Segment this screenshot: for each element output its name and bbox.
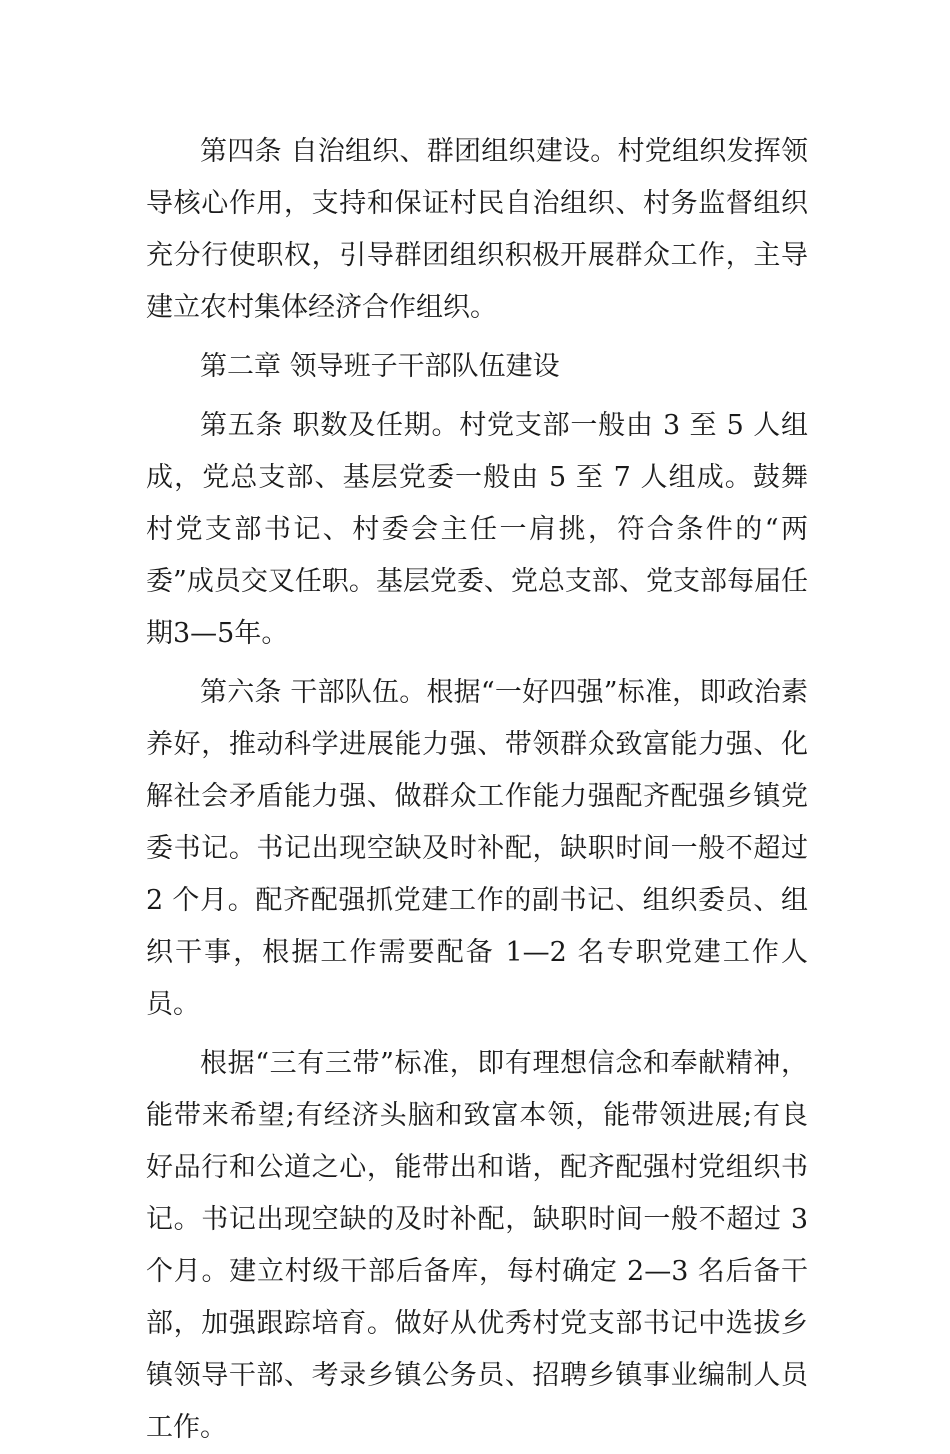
chapter-2-heading: 第二章 领导班子干部队伍建设	[200, 351, 560, 382]
article-5-paragraph: 第五条 职数及任期。村党支部一般由 3 至 5 人组成，党总支部、基层党委一般由 5 至 7 人组成。鼓舞村党支部书记、村委会主任一肩挑，符合条件的“两委”成员交叉任职。基层党委、党总支部、党支部每届任期3—5年。	[146, 410, 808, 649]
article-6-paragraph: 第六条 干部队伍。根据“一好四强”标准，即政治素养好，推动科学进展能力强、带领群众致富能力强、化解社会矛盾能力强、做群众工作能力强配齐配强乡镇党委书记。书记出现空缺及时补配，缺职时间一般不超过 2 个月。配齐配强抓党建工作的副书记、组织委员、组织干事，根据工作需要配备 1—2 名专职党建工作人员。	[146, 677, 808, 1020]
article-4-paragraph: 第四条 自治组织、群团组织建设。村党组织发挥领导核心作用，支持和保证村民自治组织、村务监督组织充分行使职权，引导群团组织积极开展群众工作，主导建立农村集体经济合作组织。	[146, 136, 808, 323]
document-body	[146, 126, 808, 1454]
village-secretary-paragraph: 根据“三有三带”标准，即有理想信念和奉献精神，能带来希望;有经济头脑和致富本领，能带领进展;有良好品行和公道之心，能带出和谐，配齐配强村党组织书记。书记出现空缺的及时补配，缺职时间一般不超过 3 个月。建立村级干部后备库，每村确定 2—3 名后备干部，加强跟踪培育。做好从优秀村党支部书记中选拔乡镇领导干部、考录乡镇公务员、招聘乡镇事业编制人员工作。	[146, 1048, 808, 1443]
